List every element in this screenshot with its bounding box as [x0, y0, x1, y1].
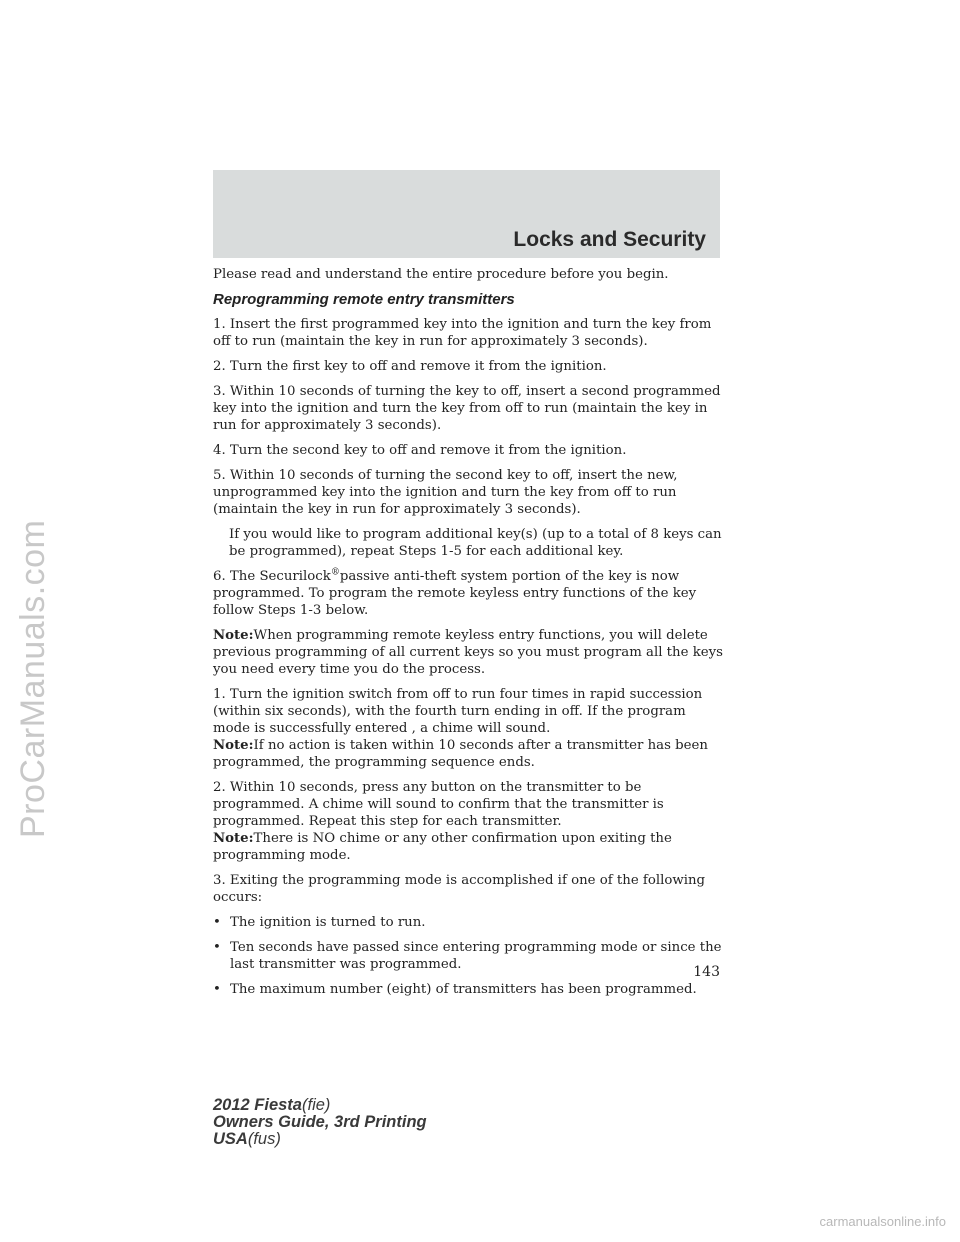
footer-model: 2012 Fiesta: [213, 1096, 302, 1114]
list-item: [213, 981, 725, 998]
bullet-icon: •: [213, 915, 221, 930]
step-2: 2. Turn the first key to off and remove it from the ignition.: [213, 359, 607, 374]
step-6: [213, 568, 725, 619]
page-content: [213, 266, 725, 1006]
registered-mark: ®: [330, 567, 340, 578]
bullet-icon: •: [213, 940, 221, 955]
step-5-additional-keys: If you would like to program additional key(s) (up to a total of 8 keys can be programmed), repeat Steps 1-5 for each additional key.: [229, 527, 722, 559]
rke-step-3: 3. Exiting the programming mode is accomplished if one of the following occurs:: [213, 873, 706, 905]
note-2-text: If no action is taken within 10 seconds after a transmitter has been programmed, the programming sequence ends.: [213, 738, 708, 770]
intro-paragraph: Please read and understand the entire procedure before you begin.: [213, 267, 669, 282]
page-number: 143: [693, 964, 720, 980]
list-item: [213, 939, 725, 973]
note-label: Note:: [213, 628, 254, 643]
note-2: [213, 737, 725, 771]
footer-line-3: [213, 1131, 427, 1148]
rke-step-1: 1. Turn the ignition switch from off to run four times in rapid succession (within six seconds), with the fourth turn ending in off. If the program mode is successfully entered , a chime will sound.: [213, 687, 703, 736]
step-5: 5. Within 10 seconds of turning the second key to off, insert the new, unprogrammed key into the ignition and turn the key from off to run (maintain the key in run for approximately 3 seconds).: [213, 468, 678, 517]
step-6-start: 6. The Securilock: [213, 569, 331, 584]
step-6-rest: passive anti-theft system portion of the key is now programmed. To program the remote keyless entry functions of the key follow Steps 1-3 below.: [213, 569, 697, 618]
note-label: Note:: [213, 831, 254, 846]
footer-line-2: Owners Guide, 3rd Printing: [213, 1113, 427, 1131]
side-watermark: ProCarManuals.com: [14, 519, 52, 838]
step-4: 4. Turn the second key to off and remove it from the ignition.: [213, 443, 627, 458]
footer-line-1: [213, 1097, 427, 1114]
procedure-heading: Reprogramming remote entry transmitters: [213, 291, 515, 308]
rke-step-2: 2. Within 10 seconds, press any button on the transmitter to be programmed. A chime will sound to confirm that the transmitter is programmed. Repeat this step for each transmitter.: [213, 780, 664, 829]
list-item: [213, 914, 725, 931]
step-3: 3. Within 10 seconds of turning the key to off, insert a second programmed key into the ignition and turn the key from off to run (maintain the key in run for approximately 3 seconds).: [213, 384, 721, 433]
step-1: 1. Insert the first programmed key into the ignition and turn the key from off to run (maintain the key in run for approximately 3 seconds).: [213, 317, 712, 349]
bullet-text: Ten seconds have passed since entering programming mode or since the last transmitter was programmed.: [230, 940, 722, 972]
bullet-icon: •: [213, 982, 221, 997]
footer: [213, 1097, 427, 1148]
footer-model-code: (fie): [301, 1096, 331, 1114]
section-header: [213, 170, 720, 258]
bottom-watermark: carmanualsonline.info: [819, 1214, 946, 1229]
note-3-text: There is NO chime or any other confirmation upon exiting the programming mode.: [213, 831, 672, 863]
note-1-text: When programming remote keyless entry functions, you will delete previous programming of all current keys so you must program all the keys you need every time you do the process.: [213, 628, 723, 677]
section-title: Locks and Security: [513, 228, 706, 251]
note-1: [213, 627, 725, 678]
footer-market: USA: [213, 1130, 248, 1148]
note-label: Note:: [213, 738, 254, 753]
bullet-text: The maximum number (eight) of transmitters has been programmed.: [230, 982, 697, 997]
footer-market-code: (fus): [247, 1130, 281, 1148]
bullet-text: The ignition is turned to run.: [230, 915, 426, 930]
note-3: [213, 830, 725, 864]
